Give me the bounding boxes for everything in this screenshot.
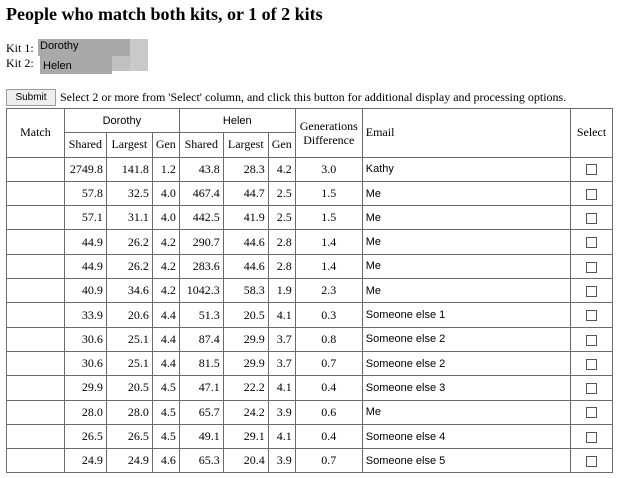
dorothy-shared-cell: 40.9 (64, 279, 106, 303)
match-cell (7, 327, 65, 351)
email-cell: Someone else 4 (362, 424, 570, 448)
matches-table (6, 108, 613, 473)
dorothy-largest-cell: 20.6 (106, 303, 152, 327)
gen-difference-cell: 1.5 (295, 181, 362, 205)
helen-largest-cell: 29.9 (223, 327, 268, 351)
select-checkbox[interactable] (586, 432, 597, 443)
gen-difference-cell: 0.4 (295, 376, 362, 400)
gen-difference-cell: 1.5 (295, 206, 362, 230)
match-cell (7, 157, 65, 181)
dorothy-gen-cell: 4.2 (152, 254, 179, 278)
helen-gen-cell: 1.9 (268, 279, 295, 303)
kit1-name: Dorothy (38, 39, 130, 56)
dorothy-shared-cell: 57.8 (64, 181, 106, 205)
select-checkbox[interactable] (586, 383, 597, 394)
submit-button[interactable]: Submit (6, 89, 56, 106)
helen-shared-cell: 442.5 (179, 206, 223, 230)
dorothy-gen-cell: 4.0 (152, 206, 179, 230)
dorothy-gen-cell: 4.4 (152, 303, 179, 327)
helen-largest-cell: 58.3 (223, 279, 268, 303)
helen-shared-cell: 87.4 (179, 327, 223, 351)
match-cell (7, 376, 65, 400)
helen-gen-cell: 4.1 (268, 303, 295, 327)
dorothy-largest-cell: 25.1 (106, 327, 152, 351)
match-cell (7, 351, 65, 375)
table-row (7, 449, 613, 473)
gen-difference-cell: 2.3 (295, 279, 362, 303)
helen-shared-cell: 467.4 (179, 181, 223, 205)
dorothy-gen-cell: 4.4 (152, 351, 179, 375)
dorothy-largest-cell: 26.2 (106, 254, 152, 278)
select-cell (570, 181, 612, 205)
helen-gen-cell: 4.2 (268, 157, 295, 181)
gen-difference-cell: 0.8 (295, 327, 362, 351)
dorothy-shared-cell: 33.9 (64, 303, 106, 327)
helen-gen-cell: 3.7 (268, 327, 295, 351)
helen-gen-cell: 4.1 (268, 376, 295, 400)
table-row (7, 424, 613, 448)
select-cell (570, 376, 612, 400)
dorothy-shared-cell: 24.9 (64, 449, 106, 473)
email-cell: Me (362, 230, 570, 254)
kit1-redaction (130, 39, 148, 71)
email-cell: Me (362, 279, 570, 303)
table-row (7, 206, 613, 230)
helen-gen-cell: 2.5 (268, 181, 295, 205)
col-header-select[interactable]: Select (570, 109, 612, 158)
helen-largest-cell: 22.2 (223, 376, 268, 400)
page-title: People who match both kits, or 1 of 2 kits (6, 4, 323, 24)
kit1-label: Kit 1: (6, 41, 34, 55)
dorothy-shared-cell: 2749.8 (64, 157, 106, 181)
helen-largest-cell: 29.9 (223, 351, 268, 375)
helen-largest-cell: 24.2 (223, 400, 268, 424)
select-cell (570, 303, 612, 327)
dorothy-shared-cell: 26.5 (64, 424, 106, 448)
helen-gen-cell: 3.9 (268, 400, 295, 424)
helen-gen-cell: 2.5 (268, 206, 295, 230)
helen-gen-cell: 2.8 (268, 230, 295, 254)
helen-gen-cell: 2.8 (268, 254, 295, 278)
helen-largest-cell: 20.5 (223, 303, 268, 327)
dorothy-shared-cell: 44.9 (64, 230, 106, 254)
select-checkbox[interactable] (586, 213, 597, 224)
select-checkbox[interactable] (586, 310, 597, 321)
table-row (7, 230, 613, 254)
select-cell (570, 327, 612, 351)
gen-difference-cell: 0.3 (295, 303, 362, 327)
helen-shared-cell: 49.1 (179, 424, 223, 448)
col-header-h-gen[interactable]: Gen (268, 133, 295, 157)
dorothy-largest-cell: 26.2 (106, 230, 152, 254)
select-cell (570, 424, 612, 448)
dorothy-gen-cell: 4.0 (152, 181, 179, 205)
col-header-d-gen[interactable]: Gen (152, 133, 179, 157)
helen-largest-cell: 29.1 (223, 424, 268, 448)
table-row (7, 400, 613, 424)
select-checkbox[interactable] (586, 335, 597, 346)
gen-difference-cell: 0.6 (295, 400, 362, 424)
select-checkbox[interactable] (586, 407, 597, 418)
email-cell: Someone else 3 (362, 376, 570, 400)
email-cell: Someone else 5 (362, 449, 570, 473)
dorothy-largest-cell: 28.0 (106, 400, 152, 424)
dorothy-largest-cell: 24.9 (106, 449, 152, 473)
select-checkbox[interactable] (586, 237, 597, 248)
helen-shared-cell: 43.8 (179, 157, 223, 181)
select-cell (570, 157, 612, 181)
select-cell (570, 230, 612, 254)
email-cell: Someone else 1 (362, 303, 570, 327)
select-cell (570, 279, 612, 303)
kit2-name: Helen (40, 56, 112, 74)
table-row (7, 279, 613, 303)
table-row (7, 303, 613, 327)
dorothy-gen-cell: 4.6 (152, 449, 179, 473)
dorothy-shared-cell: 29.9 (64, 376, 106, 400)
helen-largest-cell: 20.4 (223, 449, 268, 473)
helen-shared-cell: 47.1 (179, 376, 223, 400)
gen-diff-line1: Generations (299, 118, 358, 133)
helen-shared-cell: 51.3 (179, 303, 223, 327)
match-cell (7, 206, 65, 230)
select-checkbox[interactable] (586, 359, 597, 370)
table-row (7, 157, 613, 181)
match-cell (7, 449, 65, 473)
kit2-label: Kit 2: (6, 56, 34, 70)
dorothy-largest-cell: 32.5 (106, 181, 152, 205)
match-cell (7, 230, 65, 254)
helen-largest-cell: 28.3 (223, 157, 268, 181)
dorothy-shared-cell: 44.9 (64, 254, 106, 278)
select-hint: Select 2 or more from 'Select' column, and click this button for additional display and processing options. (60, 90, 567, 104)
dorothy-shared-cell: 28.0 (64, 400, 106, 424)
helen-shared-cell: 1042.3 (179, 279, 223, 303)
table-row (7, 376, 613, 400)
dorothy-gen-cell: 4.2 (152, 279, 179, 303)
email-cell: Someone else 2 (362, 351, 570, 375)
dorothy-largest-cell: 34.6 (106, 279, 152, 303)
gen-difference-cell: 0.7 (295, 351, 362, 375)
helen-shared-cell: 290.7 (179, 230, 223, 254)
dorothy-gen-cell: 1.2 (152, 157, 179, 181)
email-cell: Kathy (362, 157, 570, 181)
select-checkbox[interactable] (586, 164, 597, 175)
match-cell (7, 400, 65, 424)
match-cell (7, 279, 65, 303)
helen-shared-cell: 65.3 (179, 449, 223, 473)
col-header-match[interactable]: Match (7, 109, 65, 158)
select-checkbox[interactable] (586, 456, 597, 467)
helen-largest-cell: 44.6 (223, 254, 268, 278)
col-header-d-shared[interactable]: Shared (64, 133, 106, 157)
dorothy-shared-cell: 30.6 (64, 351, 106, 375)
col-group-dorothy: Dorothy (64, 109, 179, 133)
helen-shared-cell: 65.7 (179, 400, 223, 424)
select-checkbox[interactable] (586, 189, 597, 200)
dorothy-largest-cell: 20.5 (106, 376, 152, 400)
email-cell: Someone else 2 (362, 327, 570, 351)
dorothy-largest-cell: 26.5 (106, 424, 152, 448)
helen-gen-cell: 3.7 (268, 351, 295, 375)
dorothy-shared-cell: 57.1 (64, 206, 106, 230)
col-header-gen-diff[interactable] (295, 109, 362, 158)
match-cell (7, 424, 65, 448)
select-checkbox[interactable] (586, 286, 597, 297)
helen-shared-cell: 283.6 (179, 254, 223, 278)
dorothy-gen-cell: 4.4 (152, 327, 179, 351)
dorothy-largest-cell: 31.1 (106, 206, 152, 230)
email-cell: Me (362, 254, 570, 278)
dorothy-largest-cell: 141.8 (106, 157, 152, 181)
dorothy-shared-cell: 30.6 (64, 327, 106, 351)
table-row (7, 327, 613, 351)
helen-largest-cell: 44.7 (223, 181, 268, 205)
col-header-email[interactable]: Email (362, 109, 570, 158)
dorothy-gen-cell: 4.5 (152, 400, 179, 424)
dorothy-gen-cell: 4.2 (152, 230, 179, 254)
match-cell (7, 181, 65, 205)
helen-shared-cell: 81.5 (179, 351, 223, 375)
select-cell (570, 351, 612, 375)
table-row (7, 181, 613, 205)
gen-diff-line2: Difference (303, 132, 355, 147)
col-group-helen: Helen (179, 109, 295, 133)
email-cell: Me (362, 206, 570, 230)
gen-difference-cell: 0.4 (295, 424, 362, 448)
match-cell (7, 254, 65, 278)
dorothy-largest-cell: 25.1 (106, 351, 152, 375)
dorothy-gen-cell: 4.5 (152, 424, 179, 448)
gen-difference-cell: 0.7 (295, 449, 362, 473)
helen-gen-cell: 3.9 (268, 449, 295, 473)
table-body (7, 157, 613, 473)
col-header-h-shared[interactable]: Shared (179, 133, 223, 157)
email-cell: Me (362, 400, 570, 424)
select-cell (570, 449, 612, 473)
table-row (7, 254, 613, 278)
helen-gen-cell: 4.1 (268, 424, 295, 448)
table-header-row-1 (7, 109, 613, 133)
gen-difference-cell: 1.4 (295, 230, 362, 254)
select-checkbox[interactable] (586, 262, 597, 273)
helen-largest-cell: 44.6 (223, 230, 268, 254)
select-cell (570, 206, 612, 230)
email-cell: Me (362, 181, 570, 205)
select-cell (570, 400, 612, 424)
gen-difference-cell: 3.0 (295, 157, 362, 181)
col-header-h-largest[interactable]: Largest (223, 133, 268, 157)
table-row (7, 351, 613, 375)
helen-largest-cell: 41.9 (223, 206, 268, 230)
dorothy-gen-cell: 4.5 (152, 376, 179, 400)
match-cell (7, 303, 65, 327)
col-header-d-largest[interactable]: Largest (106, 133, 152, 157)
kit2-redaction (112, 56, 130, 71)
gen-difference-cell: 1.4 (295, 254, 362, 278)
select-cell (570, 254, 612, 278)
